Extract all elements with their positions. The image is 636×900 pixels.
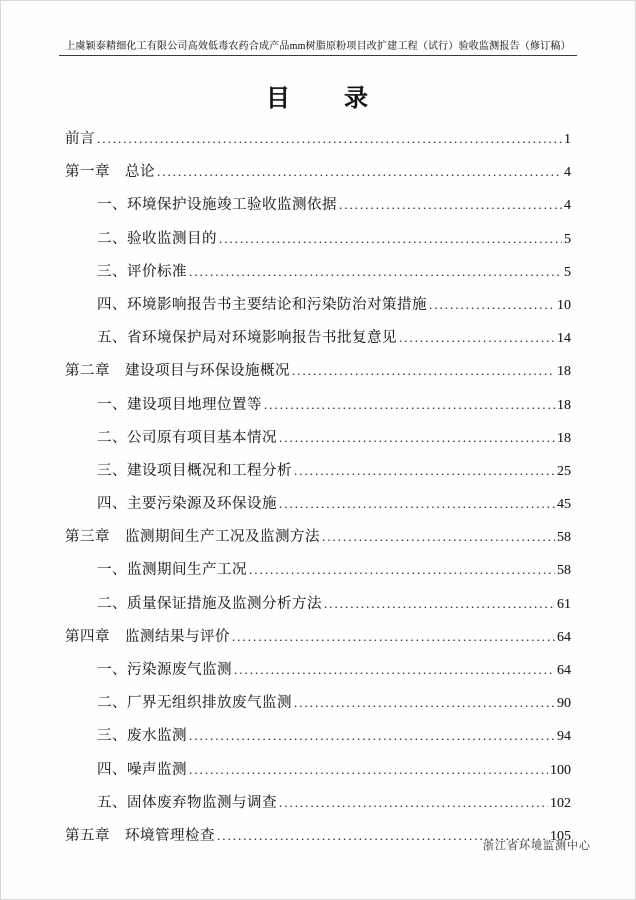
toc-entry-title: 第四章 监测结果与评价 [65, 628, 230, 645]
toc-entry-title: 四、噪声监测 [97, 761, 187, 778]
toc-entry-page: 64 [557, 629, 571, 645]
toc-entry-title: 三、建设项目概况和工程分析 [97, 462, 292, 479]
toc-entry-page: 61 [557, 596, 571, 612]
dot-leader [292, 363, 555, 378]
toc-entry-page: 14 [557, 331, 571, 347]
toc-entry-page: 18 [557, 430, 571, 446]
toc-entry-page: 58 [557, 530, 571, 546]
dot-leader [279, 496, 555, 511]
toc-entry-title: 二、公司原有项目基本情况 [97, 429, 277, 446]
dot-leader [189, 264, 562, 279]
toc-entry [65, 592, 571, 625]
toc-entry-title: 一、监测期间生产工况 [97, 562, 247, 579]
toc-entry [65, 492, 571, 525]
toc-entry-page: 4 [564, 165, 571, 181]
toc-entry-page: 90 [557, 696, 571, 712]
dot-leader [219, 231, 562, 246]
toc-entry [65, 724, 571, 757]
toc-entry-title: 三、评价标准 [97, 263, 187, 280]
toc-entry [65, 160, 571, 193]
toc-entry-page: 18 [557, 364, 571, 380]
dot-leader [97, 131, 562, 146]
toc-entry-title: 第五章 环境管理检查 [65, 827, 215, 844]
toc-entry-title: 一、环境保护设施竣工验收监测依据 [97, 197, 337, 214]
toc-entry [65, 625, 571, 658]
toc-entry [65, 758, 571, 791]
toc-entry-page: 45 [557, 497, 571, 513]
dot-leader [322, 529, 555, 544]
toc-entry [65, 426, 571, 459]
toc-entry-title: 第一章 总论 [65, 164, 155, 181]
toc-entry-page: 10 [557, 297, 571, 313]
toc-entry-page: 18 [557, 397, 571, 413]
toc-entry-page: 58 [557, 563, 571, 579]
dot-leader [294, 463, 555, 478]
toc-entry [65, 326, 571, 359]
toc-entry [65, 127, 571, 160]
toc-entry-title: 二、厂界无组织排放废气监测 [97, 695, 292, 712]
dot-leader [279, 430, 555, 445]
table-of-contents [65, 127, 571, 857]
dot-leader [264, 397, 555, 412]
toc-entry-title: 五、固体废弃物监测与调查 [97, 794, 277, 811]
toc-entry-page: 5 [564, 264, 571, 280]
dot-leader [294, 695, 555, 710]
toc-entry-title: 四、主要污染源及环保设施 [97, 496, 277, 513]
page-title: 目 录 [266, 86, 370, 112]
page-header: 上虞颖泰精细化工有限公司高效低毒农药合成产品mm树脂原粉项目改扩建工程（试行）验收监测报告（修订稿） [59, 37, 577, 56]
dot-leader [249, 562, 555, 577]
toc-entry [65, 558, 571, 591]
toc-entry-page: 102 [550, 795, 571, 811]
toc-entry-title: 前言 [65, 131, 95, 147]
toc-entry [65, 393, 571, 426]
dot-leader [189, 728, 555, 743]
toc-entry [65, 227, 571, 260]
toc-entry-title: 一、污染源废气监测 [97, 662, 232, 678]
toc-entry-page: 105 [550, 828, 571, 844]
dot-leader [232, 629, 555, 644]
toc-entry-page: 25 [557, 463, 571, 479]
toc-entry-page: 1 [564, 132, 571, 147]
toc-entry [65, 459, 571, 492]
toc-entry [65, 359, 571, 392]
page-footer: 浙江省环境监测中心 [483, 840, 591, 852]
toc-entry-page: 4 [564, 198, 571, 214]
toc-entry-title: 三、废水监测 [97, 728, 187, 745]
toc-entry-title: 第二章 建设项目与环保设施概况 [65, 363, 290, 380]
toc-entry-title: 第三章 监测期间生产工况及监测方法 [65, 529, 320, 546]
toc-entry [65, 193, 571, 226]
toc-entry [65, 691, 571, 724]
toc-entry-page: 5 [564, 231, 571, 247]
toc-entry-title: 二、验收监测目的 [97, 230, 217, 247]
toc-entry-title: 五、省环境保护局对环境影响报告书批复意见 [97, 330, 397, 347]
dot-leader [189, 762, 548, 777]
toc-entry [65, 260, 571, 293]
toc-entry-title: 二、质量保证措施及监测分析方法 [97, 595, 322, 612]
toc-entry [65, 791, 571, 824]
toc-entry-page: 100 [550, 762, 571, 778]
toc-entry [65, 525, 571, 558]
toc-entry-page: 64 [557, 663, 571, 678]
dot-leader [399, 330, 555, 345]
toc-entry [65, 658, 571, 691]
dot-leader [157, 164, 562, 179]
dot-leader [339, 197, 562, 212]
dot-leader [429, 297, 555, 312]
dot-leader [324, 596, 555, 611]
dot-leader [234, 662, 555, 677]
toc-entry-title: 四、环境影响报告书主要结论和污染防治对策措施 [97, 296, 427, 313]
toc-entry-page: 94 [557, 729, 571, 745]
toc-entry [65, 293, 571, 326]
dot-leader [279, 795, 548, 810]
toc-entry-title: 一、建设项目地理位置等 [97, 396, 262, 413]
